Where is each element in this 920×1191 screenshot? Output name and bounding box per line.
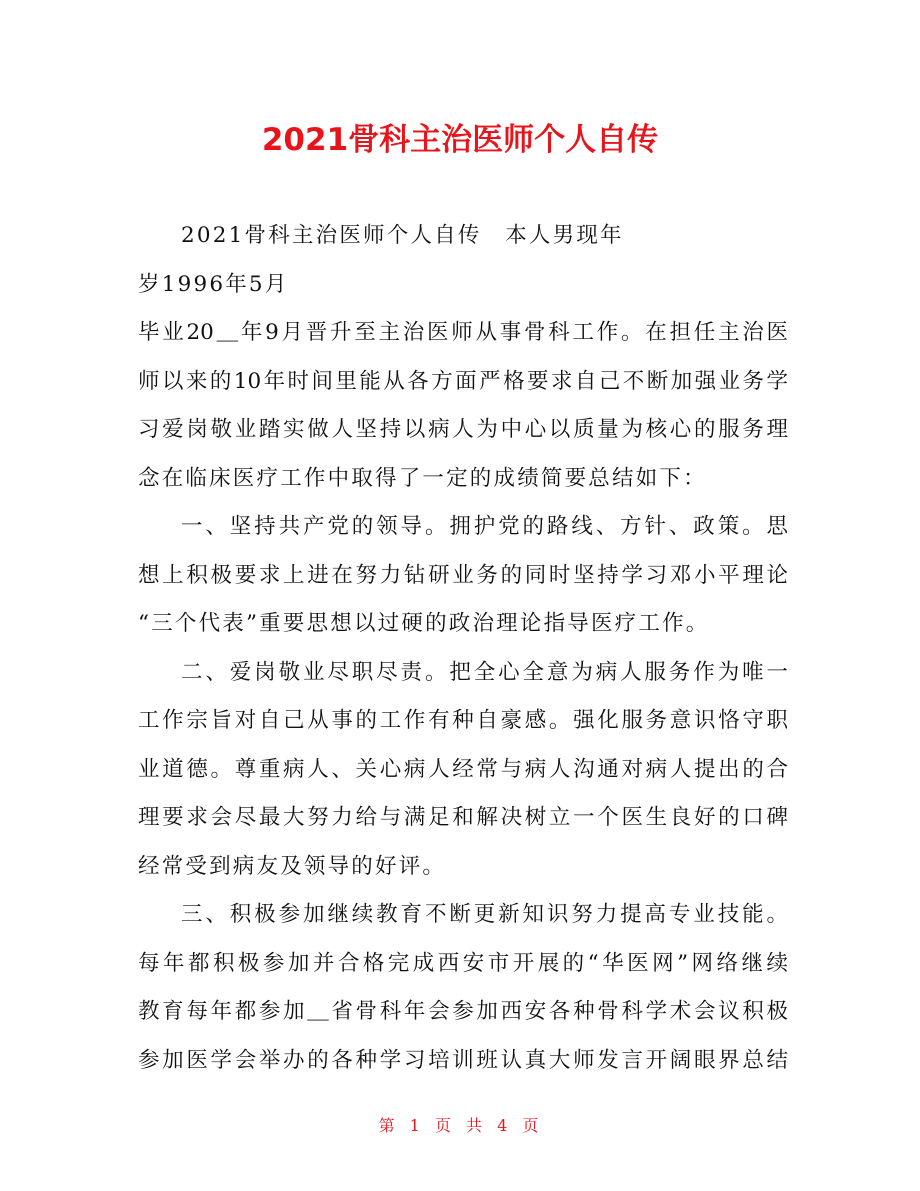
- text-line: 三、积极参加继续教育不断更新知识努力提高专业技能。: [181, 902, 788, 927]
- text-line: 岁1996年5月: [138, 271, 289, 297]
- text-line: 习爱岗敬业踏实做人坚持以病人为中心以质量为核心的服务理: [138, 417, 788, 442]
- text-line: 经常受到病友及领导的好评。: [138, 853, 447, 879]
- text-line: 想上积极要求上进在努力钻研业务的同时坚持学习邓小平理论: [138, 562, 788, 588]
- text-line: 教育每年都参加＿省骨科年会参加西安各种骨科学术会议积极: [138, 999, 788, 1024]
- text-line: 业道德。尊重病人、关心病人经常与病人沟通对病人提出的合: [138, 756, 788, 782]
- text-line: 2021骨科主治医师个人自传 本人男现年: [181, 223, 624, 248]
- text-line: “三个代表”重要思想以过硬的政治理论指导医疗工作。: [138, 611, 710, 636]
- document-body: [138, 212, 788, 1085]
- document-title: 2021骨科主治医师个人自传: [261, 122, 659, 158]
- text-line: 工作宗旨对自己从事的工作有种自豪感。强化服务意识恪守职: [138, 708, 788, 733]
- text-line: 理要求会尽最大努力给与满足和解决树立一个医生良好的口碑: [138, 805, 788, 830]
- text-line: 师以来的10年时间里能从各方面严格要求自己不断加强业务学: [138, 368, 788, 394]
- text-line: 每年都积极参加并合格完成西安市开展的“华医网”网络继续: [138, 950, 788, 976]
- text-line: 一、坚持共产党的领导。拥护党的路线、方针、政策。思: [181, 514, 788, 539]
- text-line: 参加医学会举办的各种学习培训班认真大师发言开阔眼界总结: [138, 1047, 788, 1073]
- text-line: 念在临床医疗工作中取得了一定的成绩简要总结如下：: [138, 465, 707, 491]
- page-footer: 第 1 页 共 4 页: [378, 1116, 542, 1135]
- text-line: 毕业20＿年9月晋升至主治医师从事骨科工作。在担任主治医: [138, 320, 788, 345]
- text-line: 二、爱岗敬业尽职尽责。把全心全意为病人服务作为唯一: [181, 659, 788, 685]
